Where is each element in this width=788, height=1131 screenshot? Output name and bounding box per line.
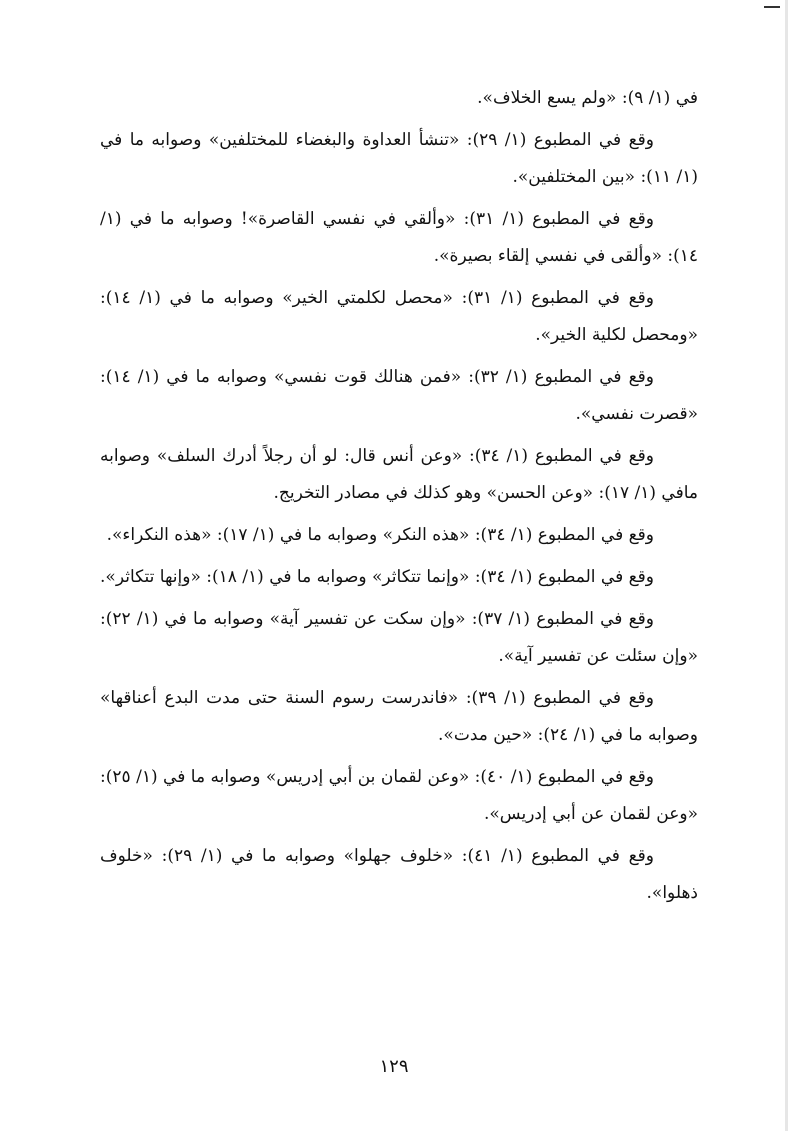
corner-mark [764,6,780,8]
paragraph: وقع في المطبوع (١/ ٣٤): «وإنما تتكاثر» وصوابه ما في (١/ ١٨): «وإنها تتكاثر». [100,567,654,587]
paragraph: وقع في المطبوع (١/ ٣٩): «فاندرست رسوم السنة حتى مدت البدع أعناقها» وصوابه ما في (١/ ٢٤): «حين مدت». [100,688,698,745]
paragraph: وقع في المطبوع (١/ ٣٧): «وإن سكت عن تفسير آية» وصوابه ما في (١/ ٢٢): «وإن سئلت عن تفسير آية». [100,609,698,666]
paragraph: وقع في المطبوع (١/ ٣١): «محصل لكلمتي الخير» وصوابه ما في (١/ ١٤): «ومحصل لكلية الخير». [100,288,698,345]
paragraph: وقع في المطبوع (١/ ٢٩): «تنشأ العداوة والبغضاء للمختلفين» وصوابه ما في (١/ ١١): «بين المختلفين». [100,130,698,187]
paragraph: وقع في المطبوع (١/ ٣٤): «وعن أنس قال: لو أن رجلاً أدرك السلف» وصوابه مافي (١/ ١٧): «وعن الحسن» وهو كذلك في مصادر التخريج. [100,446,698,503]
text-body [100,80,698,917]
paragraph: في (١/ ٩): «ولم يسع الخلاف». [477,88,698,108]
paragraph: وقع في المطبوع (١/ ٣١): «وألقي في نفسي القاصرة»! وصوابه ما في (١/ ١٤): «وألقى في نفسي إلقاء بصيرة». [100,209,698,266]
page-number: ١٢٩ [379,1056,409,1077]
paragraph: وقع في المطبوع (١/ ٤١): «خلوف جهلوا» وصوابه ما في (١/ ٢٩): «خلوف ذهلوا». [100,846,698,903]
paragraph: وقع في المطبوع (١/ ٣٢): «فمن هنالك قوت نفسي» وصوابه ما في (١/ ١٤): «قصرت نفسي». [100,367,698,424]
paragraph: وقع في المطبوع (١/ ٣٤): «هذه النكر» وصوابه ما في (١/ ١٧): «هذه النكراء». [106,525,654,545]
paragraph: وقع في المطبوع (١/ ٤٠): «وعن لقمان بن أبي إدريس» وصوابه ما في (١/ ٢٥): «وعن لقمان عن أبي إدريس». [100,767,698,824]
